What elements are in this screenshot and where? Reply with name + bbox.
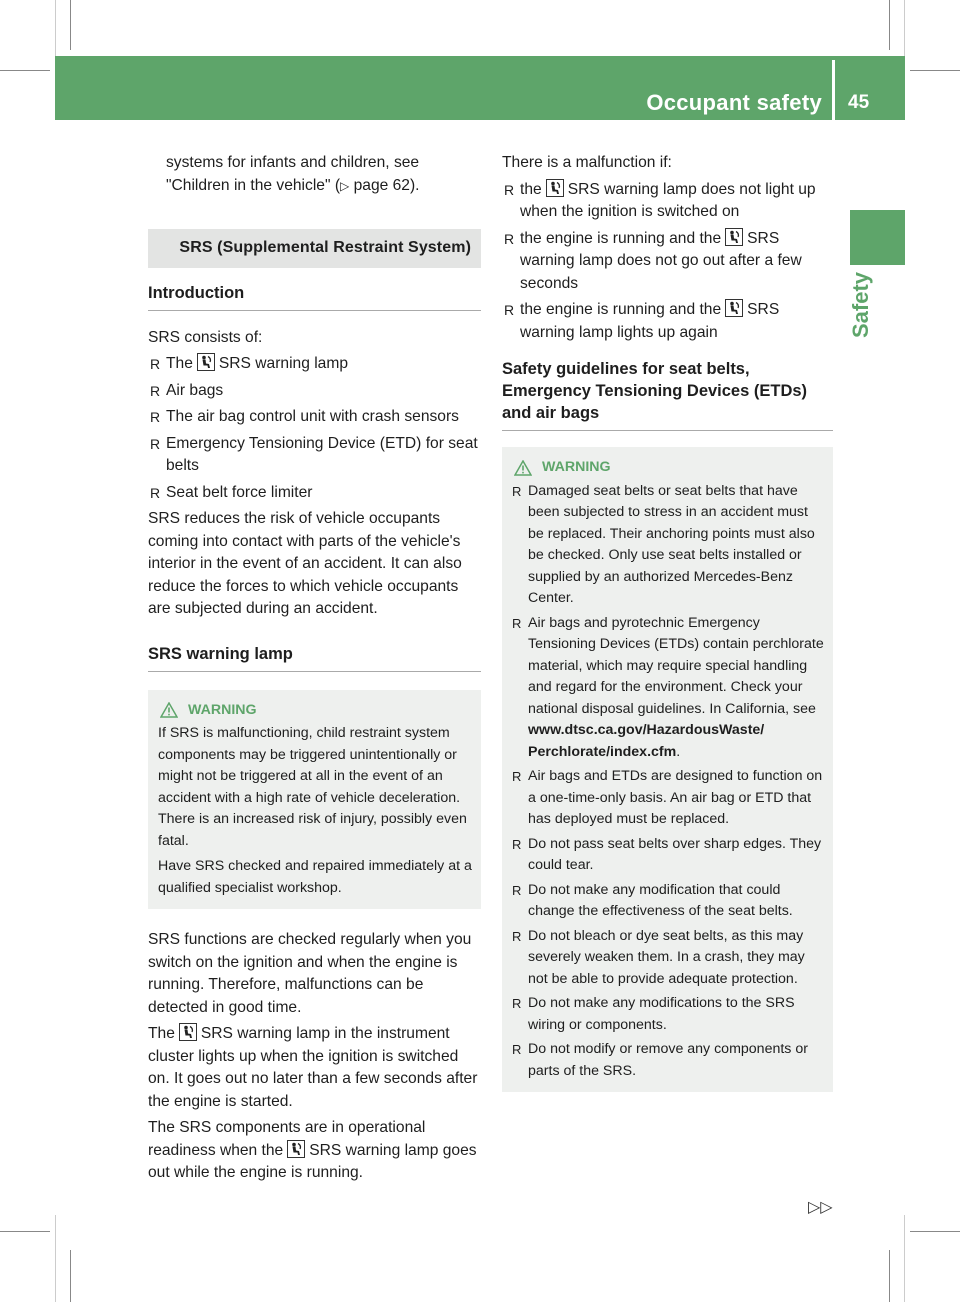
right-column	[502, 152, 833, 1112]
subsection-heading-introduction: Introduction	[148, 282, 481, 311]
list-item	[148, 353, 481, 376]
paragraph: SRS reduces the risk of vehicle occupants coming into contact with parts of the vehicle's interior in the event of an accident. It can also reduce the forces to which vehicle occupants are subjected during an accident.	[148, 510, 462, 617]
list-item-text: Emergency Tensioning Device (ETD) for seat belts	[166, 434, 478, 474]
paragraph: SRS functions are checked regularly when you switch on the ignition and when the engine is running. Therefore, malfunctions can be detected in good time.	[148, 931, 472, 1016]
list-item-text: The air bag control unit with crash sensors	[166, 408, 459, 425]
crop-mark	[55, 1215, 56, 1302]
intro-text	[148, 152, 481, 197]
bullet-icon: R	[504, 230, 515, 247]
list-item	[148, 380, 481, 403]
intro-line: "Children in the vehicle" (	[166, 176, 341, 194]
bullet-icon: R	[504, 181, 515, 198]
warning-box	[148, 690, 481, 910]
page-reference-link[interactable]: page 62).	[349, 176, 420, 194]
paragraph: There is a malfunction if:	[502, 154, 672, 171]
left-column	[148, 152, 481, 1189]
header-divider	[832, 60, 835, 120]
warning-text: Have SRS checked and repaired immediately at a qualified specialist workshop.	[158, 858, 472, 896]
srs-warning-lamp-icon	[546, 179, 564, 197]
srs-warning-lamp-icon	[197, 353, 215, 371]
subsection-heading-guidelines: Safety guidelines for seat belts, Emergency Tensioning Devices (ETDs) and air bags	[502, 358, 833, 431]
section-tab-label: Safety	[848, 271, 873, 338]
warning-list-item	[512, 613, 825, 764]
paragraph-text: The	[148, 1025, 175, 1042]
warning-text: .	[676, 743, 681, 760]
bullet-icon: R	[150, 382, 161, 399]
srs-warning-lamp-icon	[725, 299, 743, 317]
bullet-icon: R	[504, 302, 515, 318]
warning-list-item	[512, 766, 825, 831]
intro-line: systems for infants and children, see	[166, 154, 420, 171]
warning-text: Do not modify or remove any components or parts of the SRS.	[528, 1041, 808, 1079]
paragraph	[148, 1023, 481, 1113]
bullet-icon: R	[512, 996, 522, 1011]
warning-header	[512, 457, 825, 479]
list-item	[148, 482, 481, 505]
bullet-icon: R	[512, 769, 522, 784]
paragraph-text: SRS warning lamp goes out while the engine is running.	[148, 1141, 477, 1181]
bullet-icon: R	[512, 836, 522, 852]
subsection-heading-warning-lamp: SRS warning lamp	[148, 643, 481, 672]
list-item	[502, 228, 833, 296]
warning-label: WARNING	[188, 701, 257, 718]
bullet-icon: R	[512, 928, 522, 944]
warning-list-item	[512, 481, 825, 610]
list-item	[148, 406, 481, 429]
bullet-icon: R	[150, 484, 161, 501]
srs-warning-lamp-icon	[725, 228, 743, 246]
list-item-text: SRS warning lamp does not go out after a few seconds	[520, 229, 802, 292]
paragraph-text: The SRS components are in operational readiness when the	[148, 1119, 426, 1159]
list-item-text: the engine is running and the	[520, 301, 722, 318]
list-item-text: SRS warning lamp does not light up when the ignition is switched on	[520, 180, 816, 220]
page-number: 45	[848, 92, 870, 113]
srs-warning-lamp-icon	[179, 1023, 197, 1041]
bullet-icon: R	[512, 483, 522, 499]
section-tab-marker	[850, 210, 905, 265]
warning-triangle-icon	[514, 460, 532, 476]
warning-list-item	[512, 880, 825, 923]
list-item	[502, 179, 833, 224]
crop-mark	[904, 1215, 905, 1302]
warning-text: If SRS is malfunctioning, child restraint system components may be triggered unintentionally or might not be triggered at all in the event of an accident with a high rate of vehicle deceleration. There is an increased risk of injury, possibly even fatal.	[158, 725, 467, 849]
warning-label: WARNING	[542, 459, 611, 475]
page-ref-arrow-icon: ▷	[340, 178, 350, 193]
bullet-icon: R	[150, 356, 161, 372]
warning-header	[158, 700, 473, 722]
paragraph	[148, 1117, 481, 1185]
list-item-text: the	[520, 180, 542, 198]
warning-text: Do not pass seat belts over sharp edges. They could tear.	[528, 835, 822, 873]
warning-text: Damaged seat belts or seat belts that have been subjected to stress in an accident must be replaced. Their anchoring points must also be checked. Only use seat belts installed or supplied by an authorized Mercedes-Benz Center.	[528, 482, 815, 606]
crop-mark	[910, 70, 960, 71]
bullet-icon: R	[512, 615, 522, 631]
disposal-guidelines-link[interactable]: www.dtsc.ca.gov/HazardousWaste/ Perchlorate/index.cfm	[528, 722, 765, 760]
bullet-icon: R	[150, 435, 161, 452]
warning-triangle-icon	[160, 702, 178, 718]
paragraph: SRS consists of:	[148, 328, 263, 346]
list-item-text: The	[166, 355, 193, 372]
section-heading: SRS (Supplemental Restraint System)	[148, 229, 481, 268]
crop-mark	[0, 1231, 50, 1232]
page-title: Occupant safety	[646, 90, 822, 115]
paragraph-text: SRS warning lamp in the instrument cluster lights up when the ignition is switched on. It goes out no later than a few seconds after the engine is started.	[148, 1025, 478, 1110]
warning-text: Do not make any modification that could change the effectiveness of the seat belts.	[528, 881, 793, 919]
crop-mark	[70, 0, 71, 50]
warning-text: Air bags and ETDs are designed to function on a one-time-only basis. An air bag or ETD that has deployed must be replaced.	[528, 768, 823, 827]
crop-mark	[70, 1250, 71, 1302]
crop-mark	[889, 0, 890, 50]
continued-arrow-icon: ▷▷	[808, 1199, 833, 1216]
list-item-text: SRS warning lamp lights up again	[520, 301, 780, 341]
bullet-icon: R	[512, 882, 522, 898]
list-item-text: Seat belt force limiter	[166, 483, 313, 501]
warning-text: Do not bleach or dye seat belts, as this may severely weaken them. In a crash, they may not be able to provide adequate protection.	[528, 927, 805, 987]
warning-list-item	[512, 993, 825, 1036]
crop-mark	[0, 70, 50, 71]
warning-list-item	[512, 834, 825, 877]
warning-list-item	[512, 1039, 825, 1082]
warning-list-item	[512, 926, 825, 991]
list-item-text: SRS warning lamp	[218, 355, 349, 372]
list-item-text: the engine is running and the	[520, 229, 722, 247]
bullet-icon: R	[150, 409, 161, 425]
crop-mark	[889, 1250, 890, 1302]
bullet-icon: R	[512, 1042, 522, 1057]
srs-warning-lamp-icon	[287, 1140, 305, 1158]
list-item-text: Air bags	[166, 381, 224, 399]
warning-text: Air bags and pyrotechnic Emergency Tensioning Devices (ETDs) contain perchlorate material, which may require special handling and regard for the environment. Check your national disposal guidelines. In California, see	[528, 614, 824, 717]
list-item	[502, 299, 833, 344]
list-item	[148, 433, 481, 478]
warning-text: Do not make any modifications to the SRS wiring or components.	[528, 995, 795, 1033]
warning-box	[502, 447, 833, 1092]
crop-mark	[910, 1231, 960, 1232]
